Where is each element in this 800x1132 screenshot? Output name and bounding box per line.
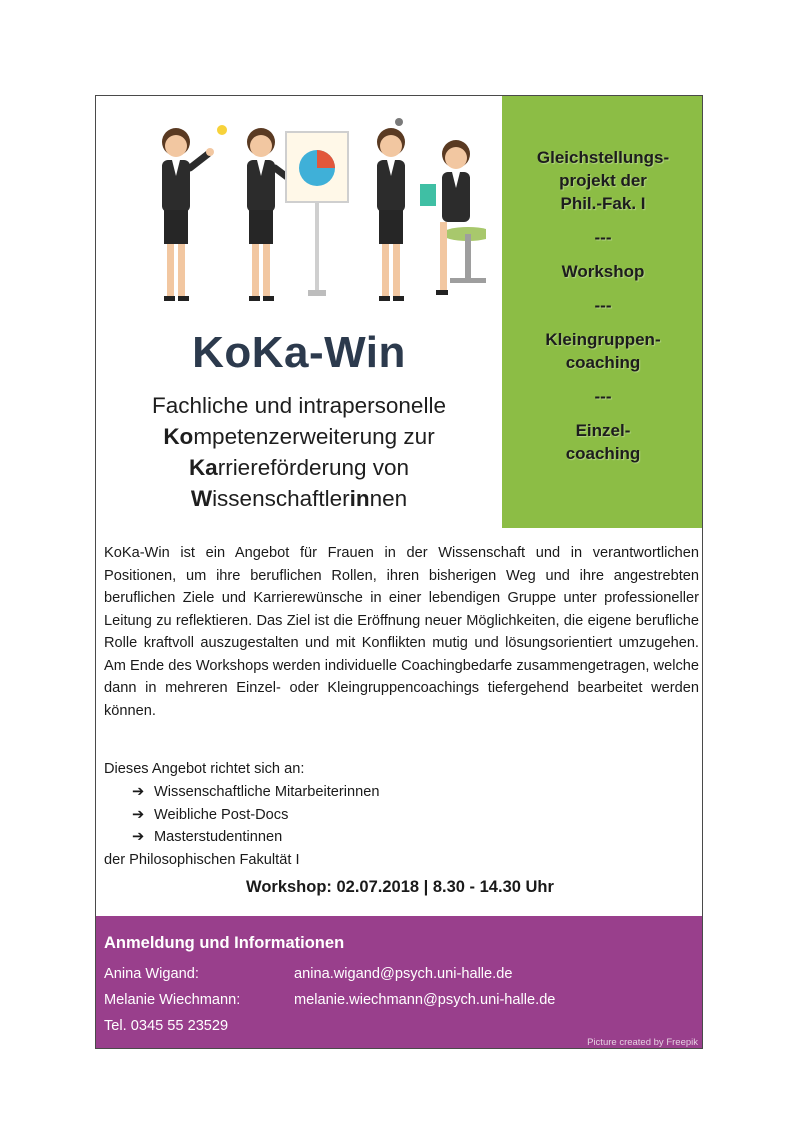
subtitle xyxy=(96,390,502,514)
contact-phone: Tel. 0345 55 23529 xyxy=(104,1018,229,1034)
panel-separator: --- xyxy=(594,228,612,247)
panel-workshop: Workshop xyxy=(561,262,645,281)
workshop-date: Workshop: 02.07.2018 | 8.30 - 14.30 Uhr xyxy=(246,878,554,896)
subtitle-line: Wissenschaftlerinnen xyxy=(190,486,408,511)
flyer xyxy=(95,95,703,1049)
contact-email-link[interactable]: anina.wigand@psych.uni-halle.de xyxy=(294,966,513,982)
panel-line: coaching xyxy=(565,353,641,372)
panel-line: coaching xyxy=(565,444,641,463)
image-credit: Picture created by Freepik xyxy=(587,1037,698,1048)
contact-row xyxy=(104,987,696,1013)
contact-panel xyxy=(96,916,703,1049)
list-item: ➔ Wissenschaftliche Mitarbeiterinnen xyxy=(132,781,694,804)
audience-list xyxy=(104,781,694,849)
panel-line: Einzel- xyxy=(575,421,631,440)
contact-name: Anina Wigand: xyxy=(104,966,199,982)
panel-line: Phil.-Fak. I xyxy=(560,194,646,213)
woman-4-seated xyxy=(420,140,486,295)
arrow-right-icon: ➔ xyxy=(132,829,145,846)
list-item: ➔ Masterstudentinnen xyxy=(132,826,694,849)
panel-separator: --- xyxy=(594,387,612,406)
panel-line: Gleichstellungs- xyxy=(536,148,670,167)
subtitle-line: Fachliche und intrapersonelle xyxy=(152,393,446,418)
woman-2 xyxy=(247,128,291,301)
panel-separator: --- xyxy=(594,296,612,315)
arrow-right-icon: ➔ xyxy=(132,783,145,800)
panel-line: Kleingruppen- xyxy=(545,330,661,349)
woman-1 xyxy=(162,125,227,301)
flipchart-icon xyxy=(286,132,348,296)
contact-email-link[interactable]: melanie.wiechmann@psych.uni-halle.de xyxy=(294,992,556,1008)
page-title: KoKa-Win xyxy=(192,328,406,377)
topics-panel xyxy=(502,96,703,528)
description-paragraph: KoKa-Win ist ein Angebot für Frauen in der Wissenschaft und in verantwortlichen Positionen, um ihre beruflichen Rollen, ihren bisherigen Weg und ihre angestrebten beruflichen Ziele und Karrierewünsche in einer lebendigen Gruppe unter professioneller Leitung zu reflektieren. Das Ziel ist die Eröffnung neuer Möglichkeiten, die eigene berufliche Rolle kraftvoll auszugestalten und mit Konflikten mutig und lösungsorientiert umzugehen. Am Ende des Workshops werden individuelle Coachingbedarfe zusammengetragen, welche dann in mehreren Einzel- oder Kleingruppencoachings tiefergehend bearbeitet werden können. xyxy=(104,545,699,719)
contact-name: Melanie Wiechmann: xyxy=(104,992,241,1008)
businesswomen-illustration xyxy=(126,114,486,314)
audience-outro: der Philosophischen Fakultät I xyxy=(104,852,300,869)
audience-section xyxy=(104,758,694,872)
arrow-right-icon: ➔ xyxy=(132,806,145,823)
subtitle-line: Karriereförderung von xyxy=(188,455,410,480)
woman-3 xyxy=(377,118,405,301)
contact-row xyxy=(104,961,696,987)
subtitle-line: Kompetenzerweiterung zur xyxy=(163,424,435,449)
panel-line: projekt der xyxy=(559,171,647,190)
audience-intro: Dieses Angebot richtet sich an: xyxy=(104,761,305,777)
contact-heading: Anmeldung und Informationen xyxy=(104,934,345,952)
list-item: ➔ Weibliche Post-Docs xyxy=(132,804,694,827)
